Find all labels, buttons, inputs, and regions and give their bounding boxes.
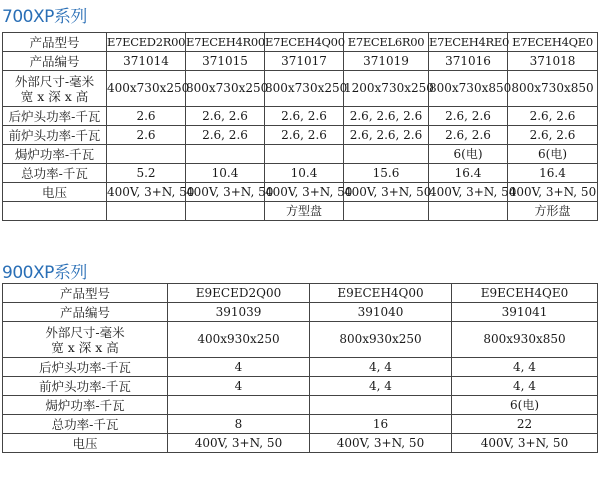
voltage-cell: 400V, 3+N, 50: [344, 183, 429, 202]
spec-table-700xp: [2, 32, 598, 221]
row-label-oven-power: 焗炉功率-千瓦: [3, 396, 168, 415]
oven-power-cell: 6(电): [508, 145, 598, 164]
model-cell: E7ECED2R00: [107, 33, 186, 52]
voltage-cell: 400V, 3+N, 50: [186, 183, 265, 202]
table-row-dims: [3, 322, 598, 358]
table-row-oven-power: [3, 145, 598, 164]
total-power-cell: 5.2: [107, 164, 186, 183]
note-cell: [107, 202, 186, 221]
dims-label-line1: 外部尺寸-毫米: [45, 324, 125, 340]
table-row-voltage: [3, 434, 598, 453]
row-label-note: [3, 202, 107, 221]
table-row-code: [3, 52, 598, 71]
note-cell: 方形盘: [508, 202, 598, 221]
model-cell: E7ECEH4QE0: [508, 33, 598, 52]
row-label-front-power: 前炉头功率-千瓦: [3, 377, 168, 396]
table-row-model: [3, 284, 598, 303]
table-row-voltage: [3, 183, 598, 202]
row-label-voltage: 电压: [3, 434, 168, 453]
table-row-total-power: [3, 415, 598, 434]
oven-power-cell: [310, 396, 452, 415]
code-cell: 391041: [452, 303, 598, 322]
row-label-oven-power: 焗炉功率-千瓦: [3, 145, 107, 164]
model-cell: E9ECED2Q00: [168, 284, 310, 303]
row-label-rear-power: 后炉头功率-千瓦: [3, 107, 107, 126]
row-label-code: 产品编号: [3, 52, 107, 71]
table-row-code: [3, 303, 598, 322]
oven-power-cell: [265, 145, 344, 164]
total-power-cell: 15.6: [344, 164, 429, 183]
row-label-code: 产品编号: [3, 303, 168, 322]
front-power-cell: 2.6, 2.6: [429, 126, 508, 145]
row-label-model: 产品型号: [3, 33, 107, 52]
total-power-cell: 10.4: [265, 164, 344, 183]
table-row-rear-power: [3, 107, 598, 126]
row-label-voltage: 电压: [3, 183, 107, 202]
dims-label-line2: 宽 x 深 x 高: [51, 339, 119, 355]
dims-cell: 800x730x250: [265, 71, 344, 107]
rear-power-cell: 2.6, 2.6: [429, 107, 508, 126]
voltage-cell: 400V, 3+N, 50: [107, 183, 186, 202]
voltage-cell: 400V, 3+N, 50: [168, 434, 310, 453]
row-label-front-power: 前炉头功率-千瓦: [3, 126, 107, 145]
front-power-cell: 4: [168, 377, 310, 396]
table-row-front-power: [3, 377, 598, 396]
dims-cell: 1200x730x250: [344, 71, 429, 107]
oven-power-cell: 6(电): [452, 396, 598, 415]
rear-power-cell: 4, 4: [452, 358, 598, 377]
note-cell: [186, 202, 265, 221]
rear-power-cell: 2.6: [107, 107, 186, 126]
oven-power-cell: [344, 145, 429, 164]
note-cell: [344, 202, 429, 221]
dims-cell: 800x730x850: [429, 71, 508, 107]
spec-table-900xp: [2, 283, 598, 453]
total-power-cell: 8: [168, 415, 310, 434]
dims-label-line2: 宽 x 深 x 高: [20, 88, 89, 104]
oven-power-cell: [186, 145, 265, 164]
note-cell: [429, 202, 508, 221]
code-cell: 391040: [310, 303, 452, 322]
front-power-cell: 4, 4: [452, 377, 598, 396]
rear-power-cell: 2.6, 2.6: [265, 107, 344, 126]
front-power-cell: 2.6, 2.6: [186, 126, 265, 145]
dims-label-line1: 外部尺寸-毫米: [14, 73, 95, 89]
table-row-dims: [3, 71, 598, 107]
oven-power-cell: [107, 145, 186, 164]
note-cell: 方型盘: [265, 202, 344, 221]
table-row-oven-power: [3, 396, 598, 415]
total-power-cell: 16: [310, 415, 452, 434]
code-cell: 371019: [344, 52, 429, 71]
code-cell: 371016: [429, 52, 508, 71]
voltage-cell: 400V, 3+N, 50: [265, 183, 344, 202]
front-power-cell: 2.6, 2.6, 2.6: [344, 126, 429, 145]
code-cell: 371018: [508, 52, 598, 71]
table-row-total-power: [3, 164, 598, 183]
dims-cell: 400x730x250: [107, 71, 186, 107]
dims-cell: 800x730x250: [186, 71, 265, 107]
model-cell: E9ECEH4QE0: [452, 284, 598, 303]
total-power-cell: 16.4: [508, 164, 598, 183]
front-power-cell: 4, 4: [310, 377, 452, 396]
dims-cell: 400x930x250: [168, 322, 310, 358]
total-power-cell: 16.4: [429, 164, 508, 183]
front-power-cell: 2.6, 2.6: [508, 126, 598, 145]
rear-power-cell: 2.6, 2.6, 2.6: [344, 107, 429, 126]
table-row-front-power: [3, 126, 598, 145]
rear-power-cell: 2.6, 2.6: [508, 107, 598, 126]
total-power-cell: 10.4: [186, 164, 265, 183]
section-title-900xp: 900XP系列: [2, 263, 87, 283]
row-label-total-power: 总功率-千瓦: [3, 415, 168, 434]
front-power-cell: 2.6: [107, 126, 186, 145]
model-cell: E9ECEH4Q00: [310, 284, 452, 303]
total-power-cell: 22: [452, 415, 598, 434]
model-cell: E7ECEH4Q00: [265, 33, 344, 52]
row-label-total-power: 总功率-千瓦: [3, 164, 107, 183]
voltage-cell: 400V, 3+N, 50: [429, 183, 508, 202]
code-cell: 371014: [107, 52, 186, 71]
dims-cell: 800x930x850: [452, 322, 598, 358]
dims-cell: 800x730x850: [508, 71, 598, 107]
row-label-dims: [3, 322, 168, 358]
section-title-700xp: 700XP系列: [2, 7, 87, 27]
dims-cell: 800x930x250: [310, 322, 452, 358]
code-cell: 391039: [168, 303, 310, 322]
code-cell: 371017: [265, 52, 344, 71]
model-cell: E7ECEL6R00: [344, 33, 429, 52]
table-row-note: [3, 202, 598, 221]
voltage-cell: 400V, 3+N, 50: [310, 434, 452, 453]
rear-power-cell: 2.6, 2.6: [186, 107, 265, 126]
front-power-cell: 2.6, 2.6: [265, 126, 344, 145]
table-row-rear-power: [3, 358, 598, 377]
oven-power-cell: [168, 396, 310, 415]
code-cell: 371015: [186, 52, 265, 71]
row-label-rear-power: 后炉头功率-千瓦: [3, 358, 168, 377]
voltage-cell: 400V, 3+N, 50: [452, 434, 598, 453]
model-cell: E7ECEH4RE0: [429, 33, 508, 52]
row-label-model: 产品型号: [3, 284, 168, 303]
table-row-model: [3, 33, 598, 52]
model-cell: E7ECEH4R00: [186, 33, 265, 52]
row-label-dims: [3, 71, 107, 107]
rear-power-cell: 4: [168, 358, 310, 377]
voltage-cell: 400V, 3+N, 50: [508, 183, 598, 202]
rear-power-cell: 4, 4: [310, 358, 452, 377]
oven-power-cell: 6(电): [429, 145, 508, 164]
